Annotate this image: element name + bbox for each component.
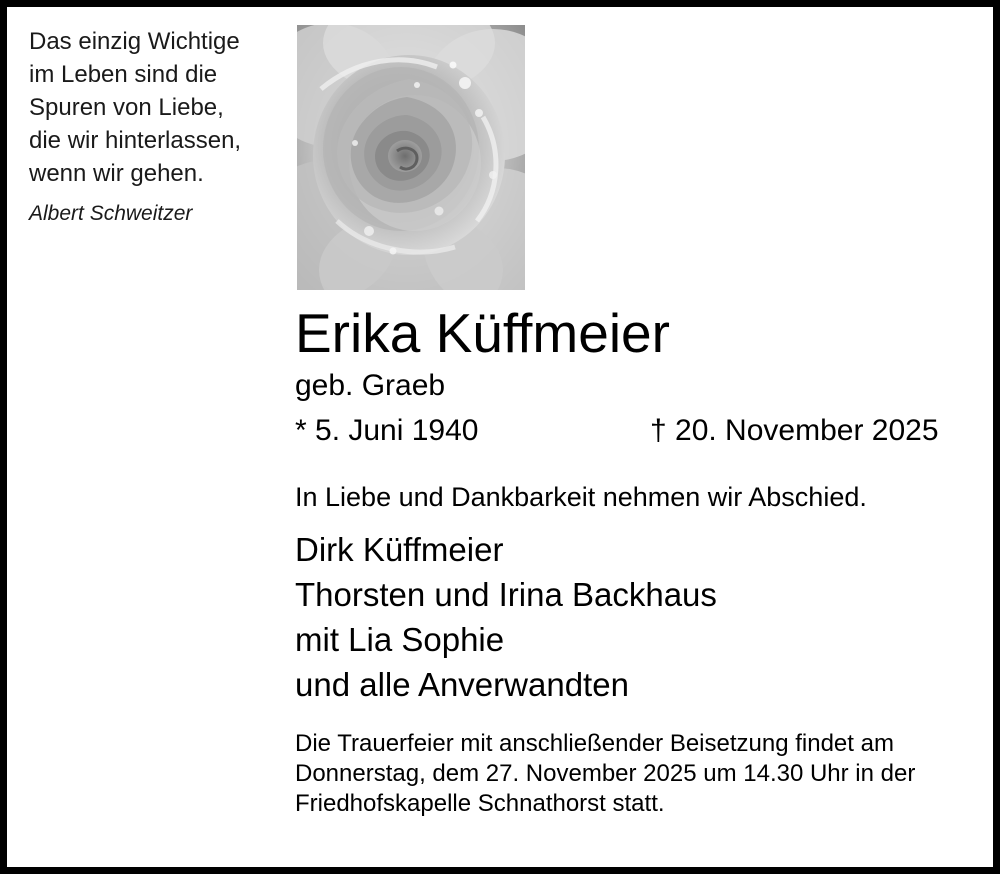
quote-line: Das einzig Wichtige: [29, 28, 240, 55]
service-line: Die Trauerfeier mit anschließender Beisetzung findet am: [295, 730, 894, 757]
service-details: [295, 729, 979, 819]
rose-flower-icon: [297, 25, 525, 290]
birth-date: * 5. Juni 1940: [295, 414, 479, 447]
quote-line: die wir hinterlassen,: [29, 127, 242, 154]
notice-inner: [7, 7, 993, 867]
deceased-maiden-name: geb. Graeb: [295, 369, 446, 402]
mourner-name: Dirk Küffmeier: [295, 531, 504, 568]
mourners-list: [295, 527, 979, 707]
life-dates: [295, 414, 979, 448]
quote-author: Albert Schweitzer: [29, 202, 193, 225]
death-date: † 20. November 2025: [650, 414, 939, 447]
quote-block: [29, 25, 279, 226]
mourner-name: und alle Anverwandten: [295, 666, 629, 703]
farewell-text: In Liebe und Dankbarkeit nehmen wir Abschied.: [295, 482, 867, 512]
service-line: Donnerstag, dem 27. November 2025 um 14.30 Uhr in der: [295, 760, 916, 787]
quote-line: wenn wir gehen.: [29, 160, 204, 187]
notice-main-column: [295, 303, 979, 819]
mourner-name: mit Lia Sophie: [295, 621, 505, 658]
rose-photo: [297, 25, 525, 290]
quote-line: Spuren von Liebe,: [29, 94, 224, 121]
quote-line: im Leben sind die: [29, 61, 218, 88]
service-line: Friedhofskapelle Schnathorst statt.: [295, 790, 665, 817]
mourner-name: Thorsten und Irina Backhaus: [295, 576, 717, 613]
deceased-name: Erika Küffmeier: [295, 302, 670, 364]
